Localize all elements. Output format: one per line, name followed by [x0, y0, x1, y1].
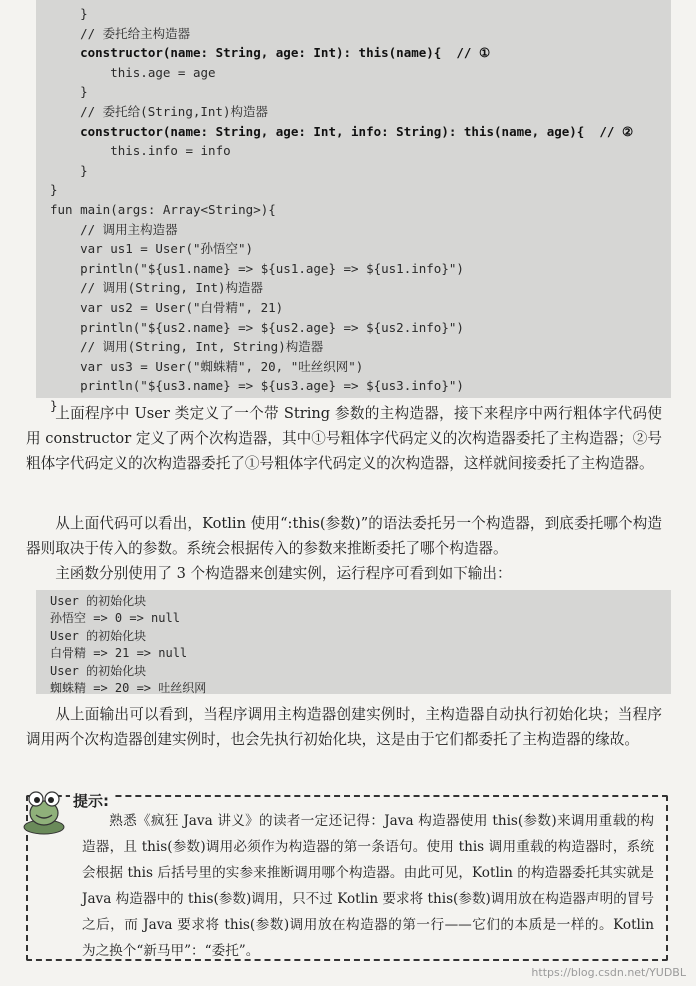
code-line: // 委托给主构造器 [50, 25, 191, 41]
paragraph-explanation-3: 从上面输出可以看到，当程序调用主构造器创建实例时，主构造器自动执行初始化块；当程序调用两个次构造器创建实例时，也会先执行初始化块，这是由于它们都委托了主构造器的缘故。 [26, 706, 662, 748]
code-line: } [50, 162, 88, 178]
code-line: constructor(name: String, age: Int, info: String): this(name, age){ // ② [50, 123, 634, 139]
code-line: println("${us1.name} => ${us1.age} => ${us1.info}") [50, 260, 464, 276]
tip-label: 提示: [70, 790, 112, 811]
paragraph-run-output-intro: 主函数分别使用了 3 个构造器来创建实例，运行程序可看到如下输出： [55, 565, 512, 582]
code-line: // 调用(String, Int)构造器 [50, 280, 264, 296]
code-line: var us3 = User("蜘蛛精", 20, "吐丝织网") [50, 358, 364, 374]
code-line: println("${us3.name} => ${us3.age} => ${us3.info}") [50, 378, 464, 394]
output-line: User 的初始化块 [50, 663, 147, 678]
code-block-kotlin [36, 0, 671, 413]
output-line: User 的初始化块 [50, 594, 147, 608]
code-line: // 委托给(String,Int)构造器 [50, 103, 268, 119]
code-line: var us1 = User("孙悟空") [50, 241, 254, 257]
paragraph-explanation-1: 上面程序中 User 类定义了一个带 String 参数的主构造器，接下来程序中两行粗体字代码使用 constructor 定义了两个次构造器，其中①号粗体字代码定义的次构造器委托了主构造器；②号粗体字代码定义的次构造器委托了①号粗体字代码定义的次构造器，这样就间接委托了主构造器。 [26, 405, 662, 472]
code-line: } [50, 182, 58, 198]
paragraph-explanation-2: 从上面代码可以看出，Kotlin 使用“:this(参数)”的语法委托另一个构造器，到底委托哪个构造器则取决于传入的参数。系统会根据传入的参数来推断委托了哪个构造器。 [26, 515, 662, 557]
code-line: this.info = info [50, 143, 231, 159]
code-line: fun main(args: Array<String>){ [50, 201, 276, 217]
watermark-url: https://blog.csdn.net/YUDBL [531, 966, 686, 979]
code-line: } [50, 397, 58, 413]
code-line: // 调用主构造器 [50, 221, 178, 237]
output-line: User 的初始化块 [50, 628, 147, 643]
code-line: constructor(name: String, age: Int): this(name){ // ① [50, 45, 491, 61]
code-line: this.age = age [50, 64, 216, 80]
tip-text: 熟悉《疯狂 Java 讲义》的读者一定还记得：Java 构造器使用 this(参数)来调用重载的构造器，且 this(参数)调用必须作为构造器的第一条语句。使用 this 调用重载的构造器时，系统会根据 this 后括号里的实参来推断调用哪个构造器。由此可见，Kotlin 的构造器委托其实就是 Java 构造器中的 this(参数)调用，只不过 Kotlin 要求将 this(参数)调用放在构造器声明的冒号之后，而 Java 要求将 this(参数)调用放在构造器的第一行——它们的本质是一样的。Kotlin 为之换个“新马甲”：“委托”。 [82, 813, 654, 959]
frog-mascot-icon [22, 783, 66, 835]
code-line: } [50, 84, 88, 100]
output-line: 孙悟空 => 0 => null [50, 611, 180, 626]
program-output-block [36, 590, 671, 694]
output-line: 白骨精 => 21 => null [50, 646, 188, 661]
code-line: } [50, 6, 88, 21]
code-line: // 调用(String, Int, String)构造器 [50, 339, 324, 355]
code-line: println("${us2.name} => ${us2.age} => ${us2.info}") [50, 319, 464, 335]
code-line: var us2 = User("白骨精", 21) [50, 299, 284, 315]
output-line: 蜘蛛精 => 20 => 吐丝织网 [50, 680, 207, 695]
